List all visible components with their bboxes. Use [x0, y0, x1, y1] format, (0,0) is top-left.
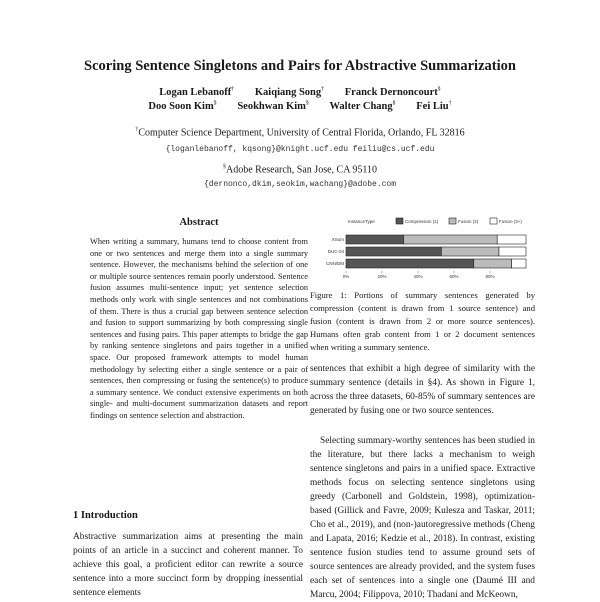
paper-title: Scoring Sentence Singletons and Pairs for Abstractive Summarization: [84, 58, 516, 74]
bar-segment: [441, 247, 499, 256]
author: Kaiqiang Song†: [254, 86, 325, 98]
category-label: DUC-04: [327, 249, 344, 255]
x-tick-label: 20%: [377, 274, 387, 279]
author: Doo Soon Kim§: [148, 100, 217, 112]
introduction-body: Abstractive summarization aims at presenting the main points of an article in a succinct and coherent manner. To achieve this goal, a proficient editor can rewrite a source sentence into a more succinct form by dropping inessential sentence elements: [73, 532, 303, 598]
authors-line-2: [0, 100, 600, 112]
legend-label: Fusion (2): [458, 219, 479, 224]
abstract-heading: Abstract: [179, 217, 219, 228]
abstract-body: When writing a summary, humans tend to choose content from one or two sentences and merge them into a single summary sentence. However, the mechanisms behind the selection of one or multiple source sentences remain poorly understood. Sentence fusion assumes multi-sentence input; yet sentence selection methods only work with single sentences and not combinations of them. There is thus a crucial gap between sentence selection and fusion to support summarizing by both compressing single sentences and fusing pairs. This paper attempts to bridge the gap by ranking sentence singletons and pairs together in a unified space. Our proposed framework attempts to model human methodology by selecting either a single sentence or a pair of sentences, then compressing or fusing the sentence(s) to produce a summary sentence. We conduct extensive experiments on both single- and multi-document summarization datasets and report findings on sentence selection and abstraction.: [90, 237, 308, 420]
bar-segment: [474, 259, 512, 268]
legend-swatch: [449, 218, 456, 224]
affiliation-ucf: †Computer Science Department, University of Central Florida, Orlando, FL 32816: [135, 127, 465, 139]
legend-swatch: [490, 218, 497, 224]
legend-swatch: [396, 218, 403, 224]
bar-segment: [499, 247, 526, 256]
email-adobe: {dernonco,dkim,seokim,wachang}@adobe.com: [203, 180, 397, 189]
legend-title: InstanceType: [348, 219, 375, 224]
email-ucf: {loganlebanoff, kqsong}@knight.ucf.edu feiliu@cs.ucf.edu: [165, 145, 435, 154]
bar-segment: [346, 235, 404, 244]
section-heading-introduction: 1 Introduction: [73, 510, 138, 521]
author: Walter Chang§: [329, 100, 396, 112]
x-tick-label: 40%: [413, 274, 423, 279]
bar-segment: [404, 235, 498, 244]
right-column-paragraph: Selecting summary-worthy sentences has been studied in the literature, but there lacks a mechanism to weigh sentence singletons and pairs in a unified space. Extractive methods focus on selecting sentence singletons using greedy (Carbonell and Goldstein, 1998), optimization-based (Gillick and Favre, 2009; Kulesza and Taskar, 2011; Cho et al., 2019), and (non-)autoregressive methods (Cheng and Lapata, 2016; Kedzie et al., 2018). In contrast, existing sentence fusion studies tend to assume ground sets of source sentences are already provided, and the system fuses each set of sentences into a single one (Daumé III and Marcu, 2004; Filippova, 2010; Thadani and McKeown,: [310, 436, 535, 600]
author: Logan Lebanoff†: [159, 86, 235, 98]
author: Franck Dernoncourt§: [344, 86, 441, 98]
x-tick-label: 80%: [485, 274, 495, 279]
bar-segment: [512, 259, 526, 268]
chart-ticks: [343, 271, 495, 279]
bar-segment: [497, 235, 526, 244]
affiliation-adobe: §Adobe Research, San Jose, CA 95110: [223, 164, 377, 176]
author: Fei Liu†: [416, 100, 452, 112]
category-label: CNN/DM: [326, 261, 344, 267]
figure-1-chart: [310, 214, 535, 284]
x-tick-label: 0%: [342, 274, 350, 279]
legend-label: Fusion (3+): [499, 219, 522, 224]
legend-label: Compression (1): [405, 219, 439, 224]
category-label: XSum: [331, 237, 344, 243]
chart-legend: [396, 218, 522, 224]
bar-segment: [346, 259, 474, 268]
right-column-paragraph: sentences that exhibit a high degree of similarity with the summary sentence (details in §4). As shown in Figure 1, across the three datasets, 60-85% of summary sentences are generated by fusing one or two source sentences.: [310, 364, 535, 416]
bar-segment: [346, 247, 441, 256]
chart-bars: [326, 235, 526, 268]
author: Seokhwan Kim§: [237, 100, 309, 112]
authors-line-1: [0, 86, 600, 98]
figure-caption: Figure 1: Portions of summary sentences generated by compression (content is drawn from 1 source sentence) and fusion (content is drawn from 2 or more source sentences). Humans often grab content from 1 or 2 document sentences when writing a summary sentence.: [310, 290, 535, 352]
x-tick-label: 60%: [449, 274, 459, 279]
